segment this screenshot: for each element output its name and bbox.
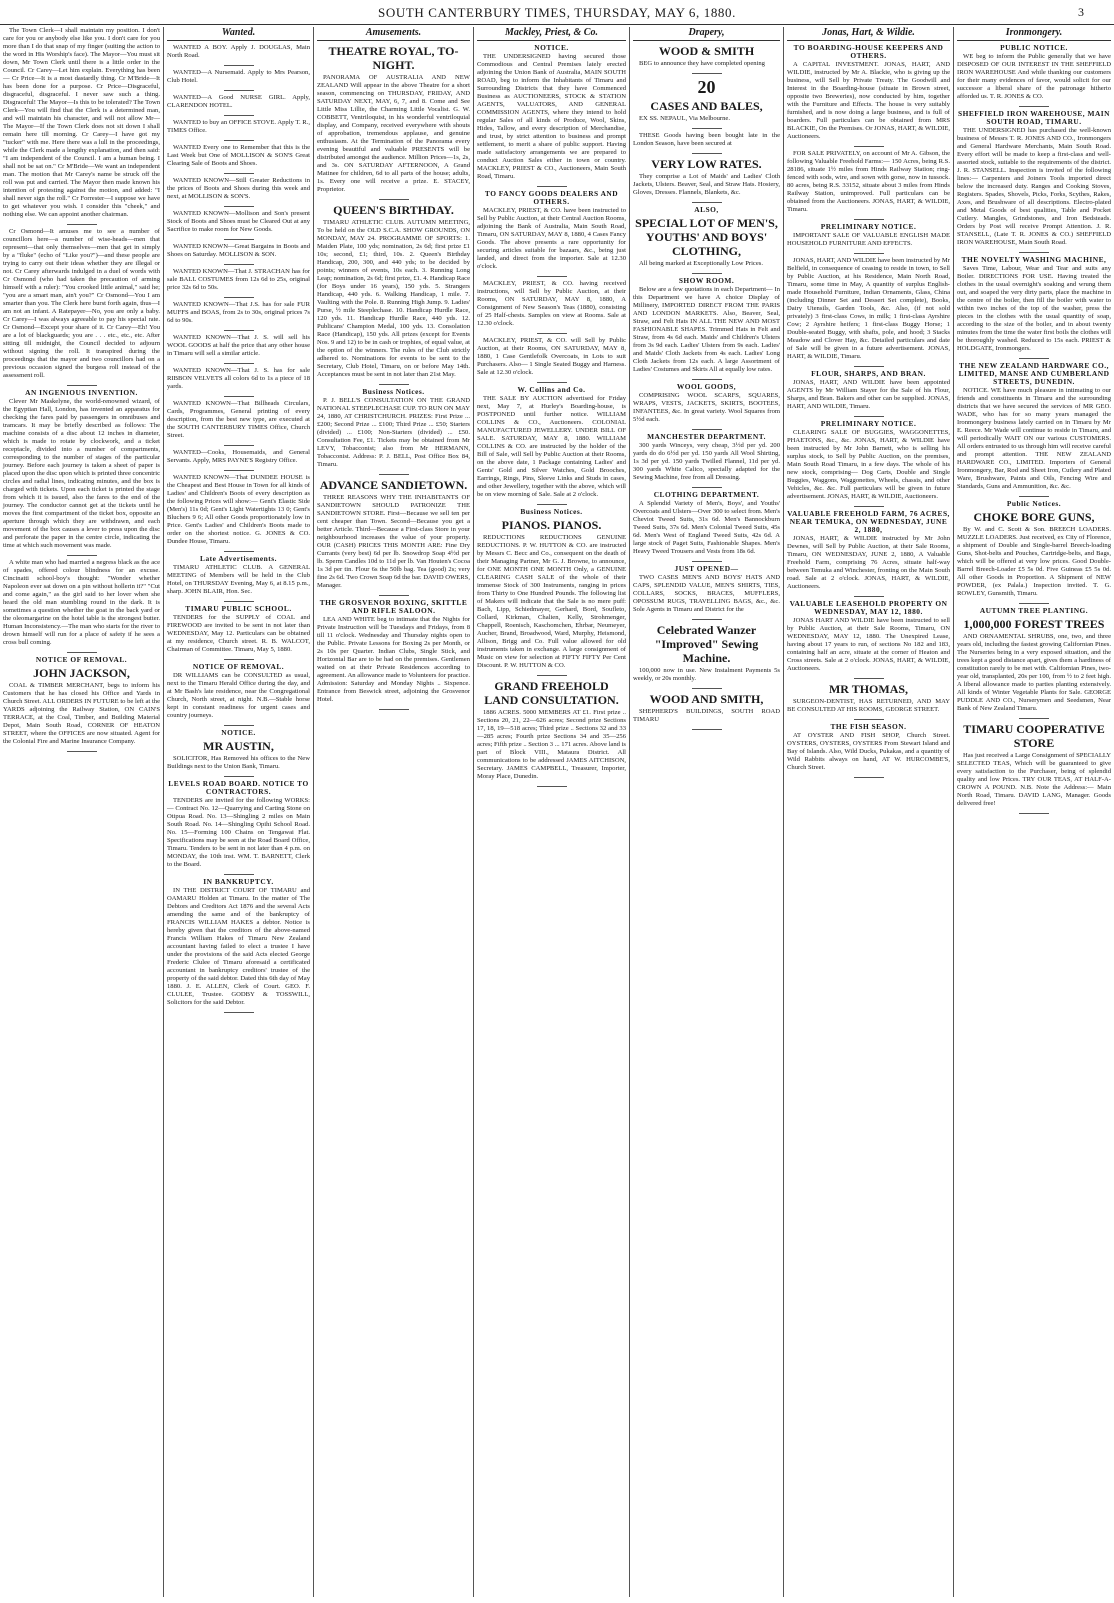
article-body: All being marked at Exceptionally Low Prices. [639,260,763,267]
article-body: MACKLEY, PRIEST, & CO. having received instructions, will Sell by Public Auction, at their Rooms, ON SATURDAY, MAY 8, 1880, A Consignment of New Season's Teas (1880), consisting of 25 Half-chests. Samples on view at Rooms. Sale at 12.30 o'clock. [477,280,626,327]
separator-rule [1019,603,1049,604]
article-heading: WOOL GOODS, [676,382,737,391]
article-block [633,77,780,123]
newspaper-title: SOUTH CANTERBURY TIMES, THURSDAY, MAY 6, 1880. [378,5,736,20]
article-heading: VALUABLE LEASEHOLD PROPERTY ON WEDNESDAY, MAY 12, 1880. [789,599,948,616]
display-headline: THEATRE ROYAL, TO-NIGHT. [328,44,459,72]
article-block [167,780,310,869]
separator-rule [224,173,254,174]
separator-rule [67,224,97,225]
separator-rule [224,1012,254,1013]
article-block [317,388,470,469]
article-block [633,433,780,482]
separator-rule [692,379,722,380]
separator-rule [692,128,722,129]
article-heading: THE FISH SEASON. [830,722,907,731]
separator-rule [537,276,567,277]
article-body: IN THE DISTRICT COURT OF TIMARU and OAMARU Holden at Timaru. In the matter of The Debtors and Creditors Act 1876 and the several Acts amending the same and of the bankruptcy of FRANCIS WILLIAM HAKES a debtor. Notice is hereby given that the creditors of the above-named Francis William Hakes of Timaru New Zealand accountant having failed to elect a trustee I have under the provisions of the said Acts elected George Frederic Clulee of Timaru aforesaid a certificated accountant in bankruptcy creditors' trustee of the property of the said debtor. Dated this 6th day of May 1880. J. E. ALLEN, Clerk of Court. GEO. F. CLULEE, Trustee. GODBY & TOSSWILL, Solicitors for the said Debtor. [167,887,310,1006]
article-body: SHEPHERD'S BUILDINGS, SOUTH ROAD TIMARU [633,708,780,723]
separator-rule [224,396,254,397]
article-block [633,157,780,197]
article-body: JONAS, HART, AND WILDIE have been appointed AGENTS by Mr William Stayer for the Sale of his Flour, Sharps, and Bran. Bakers and other can be supplied. JONAS, HART, AND WILDIE, Timaru. [787,379,950,410]
article-block [787,223,950,248]
article-heading: NOTICE OF REMOVAL. [192,662,285,671]
article-heading: THE NOVELTY WASHING MACHINE, [961,255,1107,264]
article-block [167,119,310,135]
article-body: JONAS, HART, AND WILDIE have been instructed by Mr Belfield, in consequence of ceasing to reside in town, to Sell by Public Auction, at his Residence, Main North Road, Timaru, some time in May, A quantity of surplus English-made Household Furniture, Indian Ornaments, Glass, China (including Dinner Set and Dessert Set complete), Books, Dairy Utensils, Garden Tools, &c. Also, (if not sold privately) 3 first-class Cows, in milk; 1 first-class Ayrshire Cow; 2 Ayrshire heifers; 1 first-class Buggy Horse; 1 Double-seated Buggy, with shafts, pole, and hood; 3 Stacks Meadow and Clover Hay, &c. Detailed particulars and date of Sale will be given in a future advertisement. JONAS, HART, & WILDIE, Timaru. [787,257,950,360]
article-body: WANTED—A Good NURSE GIRL. Apply, CLARENDON HOTEL. [167,94,310,109]
article-block [167,69,310,85]
article-body: WANTED KNOWN—Still Greater Reductions in the prices of Boots and Shoes during this week and next, at MOLLISON & SON'S. [167,177,310,200]
article-block [787,682,950,714]
article-block [633,277,780,374]
article-heading: SHOW ROOM. [678,276,735,285]
article-body: Clever Mr Maskelyne, the world-renowned wizard, of the Egyptian Hall, London, has invented an apparatus for checking the fares paid by passengers in omnibuses and tramcars. It may be briefly described as follows: The machine consists of a disc about 12 inches in diameter, which is made to rotate by clockwork, and a ticket receptacle, divided into a number of compartments, corresponding to the number of stages of the particular journey. Before each journey is taken a sheet of paper is placed upon the disc upon which is printed three concentric circles and radial lines, indicating minutes, and the box is charged with tickets. Upon each ticket is printed the stage from which it is issued, also the fares to the end of the journey. The conductor cannot get at the tickets until he moves the first compartment of the ticket box, opposite an aperture through which they are withdrawn, and each movement of the box causes a lever to press upon the disc and perforate the paper in the centre circle, indicating the time at which such movement was made. [3,398,160,549]
display-headline: CASES AND BALES, [650,99,763,113]
article-block [167,449,310,465]
column-5 [629,27,783,1597]
article-block [167,605,310,654]
separator-rule [692,153,722,154]
article-body: NOTICE. WE have much pleasure in intimating to our friends and constituents in Timaru and the surrounding districts that we have secured the services of MR GEO. WADE, who has for so many years managed the Ironmongery business lately carried on in Timaru by Mr E. Reece. Mr Wade will continue to reside in Timaru, and will periodically WAIT ON our various CUSTOMERS. All orders entrusted to us through him will receive careful and prompt attention. THE NEW ZEALAND HARDWARE CO., LIMITED. Importers of General Ironmongery, Bar, Rod and Sheet Iron, Cutlery and Plated Ware, Brushware, Paints and Oils, Fencing Wire and Standards, Guns and Ammunition, &c. &c. [957,387,1111,490]
article-block [633,623,780,683]
article-heading: NOTICE. [534,43,569,52]
newspaper-columns [0,27,1114,1597]
display-headline: MR AUSTIN, [203,739,274,753]
column-4 [473,27,629,1597]
column-heading: Wanted. [167,27,310,41]
article-body: FOR SALE PRIVATELY, on account of Mr A. Gibson, the following Valuable Freehold Farms:— 150 Acres, being R.S. 28186, situate 1½ miles from Hinds Railway Station; ring-fenced with sods, wire, and sown with gorse, now in tussock. 80 acres, being R.S. 33152, situate about 3 miles from Hinds Railway Station, unimproved. Full particulars can be obtained from the Auctioneers. JONAS, HART, & WILDIE, Timaru. [787,150,950,213]
article-block [167,663,310,720]
display-headline: QUEEN'S BIRTHDAY. [333,203,454,217]
column-heading: Jonas, Hart, & Wildie. [787,27,950,41]
article-body: WE beg to inform the Public generally that we have DISPOSED OF OUR INTEREST IN THE SHEFFIELD IRON WAREHOUSE And while thanking our customers for their many evidences of favor, would solicit for our successor a liberal share of the patronage hitherto afforded us. T. R. JONES & CO. [957,53,1111,100]
article-heading: THE GROSVENOR BOXING, SKITTLE AND RIFLE SALOON. [319,598,468,615]
article-block [633,565,780,614]
article-body: WANTED—A Nursemaid. Apply to Mrs Pearson, Club Hotel. [167,69,310,84]
separator-rule [224,551,254,552]
article-body: THESE Goods having been bought late in the London Season, have been secured at [633,132,780,147]
article-block [957,722,1111,808]
separator-rule [854,506,884,507]
article-heading: JUST OPENED— [674,564,739,573]
separator-rule [692,688,722,689]
display-headline: MR THOMAS, [828,682,909,696]
separator-rule [224,65,254,66]
separator-rule [537,504,567,505]
separator-rule [854,146,884,147]
separator-rule [379,474,409,475]
article-body: They comprise a Lot of Maids' and Ladies' Cloth Jackets, Ulsters. Beaver, Seal, and Straw Hats. Hosiery, Gloves, Dresses. Flannels, Blankets, &c. [633,173,780,196]
article-body: Saves Time, Labour, Wear and Tear and suits any Boiler. DIRECTIONS FOR USE. Having treated the clothes in the usual overnight's soaking and wrung them out, and soaped the very dirty parts, place the machine in the centre of the boiler, then fill the boiler with water to within two inches of the top of the washer, press the pieces in the clothes with the usual quantity of soap, according to the size of the boiler, and in about twenty minutes from the time the water first boils the clothes will be thoroughly washed. Reduced to 15s each. PRIEST & HOLDGATE, Ironmongers. [957,265,1111,352]
separator-rule [1019,252,1049,253]
article-body: AND ORNAMENTAL SHRUBS, one, two, and three years old, including the fastest growing Californian Pines. The Nurseries being in a very exposed situation, and the trees kept a good distance apart, gives them a hardiness of constitution rarely to be met with. Californian Pines, two-year old, transplanted, 20s per 100, from ½ to 2 feet high. A liberal allowance made to parties planting extensively. All kinds of Winter Vegetable Plants for Sale. GEORGE PUDDLE AND CO., Nurserymen and Seedsmen, Near Bank of New Zealand Timaru. [957,633,1111,712]
article-block [3,656,160,746]
column-6 [783,27,953,1597]
article-block [787,370,950,411]
separator-rule [224,363,254,364]
separator-rule [854,416,884,417]
article-body: 300 yards Winceys, very cheap, 3½d per yd. 200 yards do do 6½d per yd. 150 yards All Wool Shirting, 1s 3d per yd. 150 yards Twilled Flannel, 11d per yd. 300 yards White Calico, specially adapted for the Sewing Machine, free from all Dressing. [633,442,780,481]
article-block [787,510,950,591]
separator-rule [692,729,722,730]
article-body: WANTED KNOWN—That DUNDEE HOUSE is the Cheapest and Best House in Town for all kinds of Ladies' and Children's Boots of every description as the following Prices will show:— Gent's Elastic Side (Men's) 11s 0d; Gent's Light Watertights 13 0; Gent's Bluchers 9 6; All other Goods proportionately low in Price. Gent's Ladies' and Children's Boots made to order on the shortest notice. G. JONES & CO. Dundee House, Timaru. [167,474,310,545]
display-headline: 1,000,000 FOREST TREES [963,617,1105,631]
article-block [167,301,310,325]
separator-rule [224,206,254,207]
article-block [167,878,310,1007]
column-heading: Amusements. [317,27,470,41]
display-headline: JOHN JACKSON, [33,666,130,680]
separator-rule [224,601,254,602]
article-block [167,729,310,771]
article-body: COAL & TIMBER MERCHANT, begs to inform his Customers that he has closed his Office and Yards in Church Street. ALL ORDERS IN FUTURE to be left at the YARDS adjoining the Railway Station, ON CAIN'S TERRACE, at the Coal, Timber, and Building Material Depot, Main South Road, CORNER OF HEATON STREET, where the OFFICES are now situated. Agent for the Colonial Fire and Marine Insurance Company. [3,682,160,745]
separator-rule [1019,358,1049,359]
article-heading: ALSO, [694,205,719,214]
separator-rule [692,487,722,488]
article-body: Below are a few quotations in each Department— In this Department we have A choice Display of Millinery, IMPORTED DIRECT FROM THE PARIS AND LONDON MARKETS. Also, Beaver, Seal, Straw, and Felt Hats IN ALL THE NEW AND MOST FASHIONABLE SHAPES. Trimmed Hats in Felt and Straw, from 4s 6d each. Maids' and Children's Ulsters from 3s 9d each. Ladies' Ulsters from 9s each. Ladies' and Maids' Cloth Jackets from 4s each. Ladies' Long Cloth Jackets from 12s each. A large Assortment of Ladies' Costumes and Skirts All at equally low rates. [633,286,780,373]
article-block [3,559,160,647]
masthead [0,0,1114,25]
separator-rule [224,470,254,471]
column-heading: Mackley, Priest, & Co. [477,27,626,41]
separator-rule [1019,813,1049,814]
article-block [633,692,780,724]
article-body: WANTED A BOY. Apply J. DOUGLAS, Main North Road. [167,44,310,59]
article-block [3,228,160,380]
article-body: SURGEON-DENTIST, HAS RETURNED, AND MAY BE CONSULTED AT HIS ROOMS, GEORGE STREET. [787,698,950,713]
article-body: THREE REASONS WHY THE INHABITANTS OF SANDIETOWN SHOULD PATRONIZE THE SANDIETOWN STORE. First—Because we sell ten per cent cheaper than Town. Second—Because you get a better Article. Third—Because a First-class Store in your neighbourhood increases the value of your property. OUR (CASH) PRICES THIS MONTH ARE: Fine Dry Currants (very best) 6d per lb. Snowdrop Soap 4½d per lb. Sperm Candles 10d to 11d per lb. Van Houten's Cocoa 1s 3d per tin. Flour 6s the 50lb bag. Tea (good) 2s; very fine 2s 6d. Two Crown Soap 6d the bar. DAVID OWERS, Manager. [317,494,470,589]
article-block [317,599,470,704]
article-block [3,389,160,550]
article-body: WANTED Every one to Remember that this is the Last Week but One of MOLLISON & SON'S Great Clearing Sale of Boots and Shoes. [167,144,310,167]
article-block [957,362,1111,491]
article-body: COMPRISING WOOL SCARFS, SQUARES, WRAPS, VESTS, JACKETS, SKIRTS, BOOTEES, INFANTEES, &c. In great variety. Wool Squares from 5½d each. [633,392,780,423]
article-heading: W. Collins and Co. [517,385,586,394]
article-body: P. J. BELL'S CONSULTATION ON THE GRAND NATIONAL STEEPLECHASE CUP. TO RUN ON MAY 24, 1880, AT CHRISTCHURCH. PRIZES: First Prize ... £200; Second Prize ... £100; Third Prize ... £50; Starters (divided) ... £100; Non-Starters (divided) ... £50. Consultation Fee, £1. Tickets may be obtained from Mr LEVY, Tobacconist; also from Mr HERMANN, Tobacconist. Address: P. J. BELL, Post Office Box 84, Timaru. [317,397,470,468]
display-headline: WOOD AND SMITH, [649,692,764,706]
article-block [957,500,1111,598]
article-block [957,256,1111,353]
article-body: A CAPITAL INVESTMENT. JONAS, HART, AND WILDIE, instructed by Mr A. Blackie, who is giving up the business, will Sell by Private Treaty. The Goodwill and Interest in the Boarding-house (situate in Brown street, opposite two Breweries), now conducted by him, together with the Furniture and Effects. The house is very suitably furnished, and is now doing a large business, and is full of boarders. Full particulars can be obtained from MRS BLACKIE, On the Premises. Or JONAS, HART, & WILDIE, Auctioneers. [787,61,950,140]
article-body: AT OYSTER AND FISH SHOP, Church Street. OYSTERS, OYSTERS, OYSTERS From Stewart Island and Bay of Islands. Also, Wild Ducks, Pukakas, and a quantity of Wild Rabbits always on hand, AT W. HURCOMBE'S, Church Street. [787,732,950,771]
article-body: TENDERS are invited for the following WORKS:— Contract No. 12—Quarrying and Carting Stone on Otipua Road. No. 13—Shingling 2 miles on Main South Road. No. 14—Shingling Opihi School Road. No. 15—Forming 100 Chains on Tengawai Flat. Specifications may be seen at the Road Board Office, Timaru. Tenders to be sent in not later than 4 p.m. on MONDAY, the 10th inst. WM. T. BARNETT, Clerk to the Board. [167,797,310,868]
article-body: PANORAMA OF AUSTRALIA AND NEW ZEALAND Will appear in the above Theatre for a short season, commencing on THURSDAY, FRIDAY, AND SATURDAY NEXT, MAY, 6, 7, and 8. Come and See Little Miss Lillie, the Charming Little Vocalist. G. W. COBBETT, Ventriloquist, in his wonderful ventriloquial display, and Company, received everywhere with shouts of approbation, tremendous applause, and genuine enthusiasm. At the Termination of the Panorama every evening beautiful and valuable PRESENTS will be distributed amongst the audience. Million Prices—1s, 2s, and 3s. ON SATURDAY AFTERNOON, A Grand Matinee for children, 6d to all parts of the house; adults, 1s. Every one will receive a prize. E. STACEY, Proprietor. [317,74,470,193]
article-block [167,94,310,110]
article-block [477,337,626,377]
display-headline: WOOD & SMITH [658,44,755,58]
article-heading: MANCHESTER DEPARTMENT. [647,432,766,441]
article-body: SOLICITOR, Has Removed his offices to the New Buildings next to the Union Bank, Timaru. [167,755,310,770]
article-block [3,27,160,219]
separator-rule [692,619,722,620]
column-2 [163,27,313,1597]
article-heading: PRELIMINARY NOTICE. [820,222,917,231]
separator-rule [537,382,567,383]
display-headline: SPECIAL LOT OF MEN'S, YOUTHS' AND BOYS' CLOTHING, [635,216,778,258]
article-block [167,177,310,201]
article-body: MACKLEY, PRIEST, & CO. will Sell by Public Auction, at their Rooms, ON SATURDAY, MAY 8, 1880, 1 Case Gentlefolk Overcoats, in Lots to suit Purchasers. Also— 1 Single Seated Buggy and Harness. Sale at 12.30 o'clock. [477,337,626,376]
article-body: WANTED KNOWN—That J.S. has for sale FUR MUFFS and BOAS, from 2s to 30s, original prices 7s 6d to 90s. [167,301,310,324]
article-body: The Town Clerk—I shall maintain my position. I don't care for you or anybody else like you. I don't care for you more than I do that snap of my finger (suiting the action to the word in His Worship's face). The Mayor—You must sit down, Mr Town Clerk until there is a little order in the Council. Cr Carey—Let him explain. Everything has been— Cr Price—It is a most dastardly thing. Cr M'Bride—It has been done for a purpose. Cr Price—Disgraceful, disgraceful, disgraceful. I never saw such a thing. Disgraceful! The Mayor—Is this to be tolerated? The Town Clerk—You will find that the Clerk is a determined man, and will maintain his character, and will not allow Mr— The Mayor—If the Town Clerk does not sit down I shall remain here till morning. Cr Carey—I have got my "tucker" with me. Here there was a lull in the proceedings, while the Clerk made a lengthy explanation, and then said: "I am independent of the Council. I am a human being. I shall not be sat on." Cr M'Bride—We want an independent man. The motion that Mr Carey's name be struck off the roll was put and carried. The Mayor then made known his intention of protesting against the motion, and added: "I shall never sign the roll." Cr Forrester—I suppose we have to get whatever you wish. I consider this "cheek," and nothing else. We can appoint another chairman. [3,27,161,218]
article-heading: TO BOARDING-HOUSE KEEPERS AND OTHERS. [793,43,944,60]
separator-rule [379,384,409,385]
article-block [787,600,950,673]
separator-rule [224,115,254,116]
separator-rule [67,555,97,556]
article-block [477,508,626,670]
article-body: WANTED KNOWN—That J. S. has for sale RIBBON VELVETS all colors 6d to 1s a piece of 18 yards. [167,367,310,390]
article-block [317,478,470,590]
separator-rule [379,199,409,200]
article-heading: AN INGENIOUS INVENTION. [25,388,138,397]
article-body: TENDERS for the SUPPLY of COAL and FIREWOOD are invited to be sent in not later than WEDNESDAY, May 12. Particulars can be obtained at my residence, Church street. R. B. WALCOT, Chairman of Committee. Timaru, May 5, 1880. [167,614,310,653]
display-headline: VERY LOW RATES. [651,157,762,171]
article-body: REDUCTIONS REDUCTIONS GENUINE REDUCTIONS. P. W. HUTTON & CO. are instructed by Messrs C. Becc and Co., consequent on the death of their Managing Partner, Mr G. J. Browne, to announce, for ONE MONTH ONE MONTH Only, a GENUINE CLEARING CASH SALE of the whole of their immense Stock of 300 Instruments, ranging in prices from Thirty to One Hundred Pounds. The following list of Makers will indicate that the Sale is no mere puff: Bach, Lipp, Schiedmayer, Gerhard, Bord, Soufleto, Collard, Kirkman, Chalien, Kelly, Strohmenger, Chappell, Roenisch, Kaschomchen, Ehrbar, Neumeyer, Aucher, Brand, Broadwood, Ward, Murphy, Heismond, Allison, Brigg and Co. Full value allowed for old instruments taken in exchange. A large consignment of Music on view for selection at FIFTY FIFTY Per Cent Discount. P. W. HUTTON & CO. [477,534,626,669]
article-body: THE UNDERSIGNED having secured those Commodious and Central Premises lately erected adjoining the Union Bank of Australia, MAIN SOUTH ROAD, beg to inform the Inhabitants of Timaru and Surrounding Districts that they have Commenced Business as AUCTIONEERS, STOCK & STATION AGENTS, VALUATORS, AND GENERAL COMMISSION AGENTS, where they intend to hold regular Sales of all kinds of Produce, Wool, Skins, Hides, Tallow, and every description of Merchandise, and trust, by strict attention to business and prompt settlement, to merit a share of public support. Having made satisfactory arrangements we are prepared to conduct Auction Sales either in town or country. MACKLEY, PRIEST & CO., Auctioneers, Main South Road, Timaru. [477,53,626,180]
article-heading: AUTUMN TREE PLANTING. [979,606,1089,615]
article-body: WANTED KNOWN—Great Bargains in Boots and Shoes on Saturday. MOLLISON & SON. [167,243,310,258]
article-block [167,555,310,596]
article-body: THE UNDERSIGNED has purchased the well-known business of Messrs T. R. JONES AND CO., Ironmongers and General Hardware Merchants, Main South Road. Every effort will be made to keep a first-class and well-assorted stock, suitable to the requirements of the district. J. R. STANSELL. Inspection is invited of the following lines:— Carpenters and Joiners Tools imported direct below the increased duty. Ranges and Cooking Stoves, Registers. Spades, Shovels, Picks, Forks, Scythes, Rakes, Axes, and Brushware of all descriptions. Electro-plated and Metal Goods of best qualities, Table and Pocket Cutlery. Mangles, Grindstones, and Iron Bedsteads. Orders by Post will receive Prompt Attention. J. R. STANSELL, (Late T. R. JONES & CO.) SHEFFIELD IRON WAREHOUSE, Main South Road. [957,127,1111,246]
display-headline: Celebrated Wanzer "Improved" Sewing Machine. [654,623,759,665]
article-body: WANTED KNOWN—That Billheads Circulars, Cards, Programmes, General printing of every description, from the best new type, are executed at the SOUTH CANTERBURY TIMES Office, Church Street. [167,400,310,439]
display-number: 20 [697,77,716,97]
separator-rule [692,202,722,203]
article-body: TWO CASES MEN'S AND BOYS' HATS AND CAPS, SPLENDID VALUE, MEN'S SHIRTS, TIES, COLLARS, SOCKS, BRACES, MUFFLERS, OPOSSUM RUGS, TRAVELLING BAGS, &c., &c. Sole Agents in Timaru and District for the [633,574,780,613]
article-block [167,400,310,440]
separator-rule [224,297,254,298]
column-1 [0,27,163,1597]
article-body: IMPORTANT SALE OF VALUABLE ENGLISH MADE HOUSEHOLD FURNITURE AND EFFECTS. [787,232,950,247]
article-body: WANTED KNOWN—That J. STRACHAN has for sale BALL COSTUMES from 12s 6d to 25s, original price 32s 6d to 50s. [167,268,310,291]
article-block [633,206,780,268]
article-block [957,607,1111,713]
article-block [167,243,310,259]
article-block [317,44,470,194]
article-heading: TO FANCY GOODS DEALERS AND OTHERS. [484,189,619,206]
article-body: CLEARING SALE OF BUGGIES, WAGGONETTES, PHAETONS, &c., &c. JONAS, HART, & WILDIE have been instructed by Mr John Barnett, who is selling his surplus stock, to Sell by Public Auction, on the premises, Main South Road Timaru, in a few days. The whole of his new stock, comprising— Dog Carts, Double and Single Buggies, Waggons, Waggonettes, Wheels, chassis, and other Vehicles, &c. &c. Full particulars will be given in future advertisement. JONAS, HART, & WILDIE, Auctioneers. [787,429,950,500]
display-headline: TIMARU COOPERATIVE STORE [963,722,1105,750]
separator-rule [224,264,254,265]
display-headline: CHOKE BORE GUNS, [973,510,1095,524]
separator-rule [537,186,567,187]
article-block [787,723,950,772]
separator-rule [692,429,722,430]
separator-rule [537,675,567,676]
separator-rule [224,776,254,777]
separator-rule [537,786,567,787]
display-headline: ADVANCE SANDIETOWN. [319,478,468,492]
article-heading: CLOTHING DEPARTMENT. [653,490,760,499]
article-body: 1886 ACRES. 5000 MEMBERS AT £1. First prize .. Sections 20, 21, 22—626 acres; Second prize Sections 17, 18, 19—518 acres; Third prize .. Sections 32 and 33—285 acres; Fourth prize Sections 34 and 35—256 acres; Fifth prize .. Section 3 ... 171 acres. Above land is part of Block VIII., Mataura District. All communications to be addressed JAMES AITCHISON, Secretary. JAMES CAMPBELL, Treasurer, Importer, Moray Place, Dunedin. [477,709,626,780]
article-heading: PUBLIC NOTICE. [1000,43,1068,52]
article-heading: TIMARU PUBLIC SCHOOL. [185,604,292,613]
article-block [787,257,950,361]
article-body: LEA AND WHITE beg to intimate that the Nights for Private Instruction will be Tuesdays and Fridays, from 8 till 11 o'clock. Wednesday and Thursday nights open to the Public. Private Lessons for Boxing 2s per Month, or 2s 10s per Quarter. Indian Clubs, Single Stick, and Horizontal Bar are to be had on the premises. Gentlemen waited on at their Private Residences according to agreement. An allowance made to Volunteers for practice. Admission: Saturday and Monday Nights .. Sixpence. Entrance from Beswick street, adjoining the Grosvenor Hotel. [317,616,470,703]
article-block [167,367,310,391]
article-block [477,190,626,271]
article-block [787,150,950,214]
article-body: MACKLEY, PRIEST, & CO. have been instructed to Sell by Public Auction, at their Central Auction Rooms, adjoining the Bank of Australia, Main South Road, Timaru, ON SATURDAY, MAY 8, 1880, 4 Cases Fancy Goods. The above presents a rare opportunity for securing articles suitable for bazaars, &c., being just landed, and direct from the importer. Sale at 12.30 o'clock. [477,207,626,270]
article-block [167,474,310,546]
article-body: BEG to announce they have completed opening [639,60,765,67]
separator-rule [692,561,722,562]
separator-rule [224,140,254,141]
article-block [633,491,780,556]
article-body: WANTED KNOWN—Mollison and Son's present Stock of Boots and Shoes must be Cleared Out at any Sacrifice to make room for New Goods. [167,210,310,233]
column-heading: Drapery, [633,27,780,41]
article-body: A Splendid Variety of Men's, Boys', and Youths' Overcoats and Ulsters—Over 300 to select from. Men's Cheviot Tweed Suits, 31s 6d. Men's Bannockburn Tweed Suits, 37s 6d. Men's Colonial Tweed Suits, 45s 6d. Men's West of England Tweed Suits, 42s 6d. A large stock of Paget Suits, Fashionable Shapes. Men's Heavy Tweed Trousers and Vests from 18s 6d. [633,500,780,555]
article-block [787,420,950,501]
separator-rule [1019,718,1049,719]
separator-rule [67,652,97,653]
article-block [787,44,950,141]
article-heading: VALUABLE FREEHOLD FARM, 76 ACRES, NEAR TEMUKA, ON WEDNESDAY, JUNE 2, 1880, [787,509,950,534]
article-block [633,44,780,68]
article-heading: Public Notices. [1006,499,1062,508]
article-body: DR WILLIAMS can be CONSULTED as usual, next to the Timaru Herald Office during the day, and at Mr Bash's late residence, near the Congregational Church, North street, at night. N.B.—Stable horse kept in constant readiness for urgent cases and country journeys. [167,672,310,719]
separator-rule [379,595,409,596]
article-block [167,334,310,358]
separator-rule [854,777,884,778]
article-body: 100,000 now in use. New Instalment Payments 5s weekly, or 20s monthly. [633,667,780,682]
article-block [167,268,310,292]
article-block [957,44,1111,101]
display-headline: GRAND FREEHOLD LAND CONSULTATION. [484,679,619,707]
article-body: THE SALE BY AUCTION advertised for Friday next, May 7, at Hurley's Boarding-house, is POSTPONED until further notice. WILLIAM COLLINS & CO., Auctioneers. COLONIAL MANUFACTURED JEWELLERY. UNDER BILL OF SALE. SATURDAY, MAY 8, 1880. WILLIAM COLLINS & CO. are instructed by the holder of the Bill of Sale, will Sell by Public Auction at their Rooms, on the above date, 1 Package containing Ladies' and Gents' Gold and Silver Watches, Gold Brooches, Earrings, Rings, Pins, Sleeve Links and Studs in cases, and other Jewellery, together with the above, which will be on view morning of Sale. Sale at 2 o'clock. [477,395,626,498]
column-heading: Ironmongery. [957,27,1111,41]
article-block [477,280,626,328]
article-body: WANTED—Cooks, Housemaids, and General Servants. Apply, MRS PAYNE'S Registry Office. [167,449,310,464]
article-body: TIMARU ATHLETIC CLUB. AUTUMN MEETING, To be held on the OLD S.C.A. SHOW GROUNDS, ON MONDAY, MAY 24. PROGRAMME OF SPORTS: 1. Maiden Plate, 100 yds; nomination, 2s 6d; first prize £1 10s; second, £1; third, 10s. 2. Queen's Birthday Handicap, 200, 300, and 440 yds; to be decided by points; winners of events, 10s each. 3. Running Long Leap; nomination, 2s 6d; first prize, £1. 4. Handicap Race (for Boys under 16 years), 150 yds. 5. Strangers Handicap, 440 yds. 6. Walking Handicap, 1 mile. 7. Vaulting with the Pole. 8. Running High Jump. 9. Ladies' Purse, ½ mile Steeplechase. 10. Handicap Hurdle Race, 120 yds. 11. Handicap Hurdle Race, 440 yds. 12. Publicans' Champion Medal, 100 yds. 13. Consolation Race (Handicap), 150 yds. All prizes (except for Events Nos. 9 and 12) to be in cash or trophies, of equal value, at the option of the winners. The rules of the Club strictly adhered to. Nominations for events to be sent to the Secretary, Club Hotel, Timaru, on or before May 14th. Acceptances must be sent in not later than 21st May. [317,219,470,378]
article-block [167,144,310,168]
separator-rule [224,239,254,240]
article-body: JONAS, HART, & WILDIE instructed by Mr John Dewnes, will Sell by Public Auction, at their Sale Rooms, Timaru, ON WEDNESDAY, JUNE 2, 1880, A Valuable Freehold Farm, comprising 76 Acres, situate half-way between Temuka and Winchester, fronting on the Main South road. Sale at 2 o'clock. JONAS, HART, & WILDIE, Auctioneers. [787,535,950,590]
separator-rule [224,90,254,91]
display-headline: PIANOS. PIANOS. [501,518,602,532]
article-block [477,386,626,499]
separator-rule [224,725,254,726]
article-block [167,210,310,234]
article-block [167,44,310,60]
page-number: 3 [1078,5,1084,19]
separator-rule [854,366,884,367]
article-heading: NOTICE OF REMOVAL. [35,655,128,664]
article-heading: Business Notices. [362,387,425,396]
article-block [633,132,780,148]
separator-rule [1019,496,1049,497]
separator-rule [854,678,884,679]
article-body: WANTED to buy an OFFICE STOVE. Apply T. R., TIMES Office. [167,119,310,134]
article-heading: PRELIMINARY NOTICE. [820,419,917,428]
article-heading: LEVELS ROAD BOARD. NOTICE TO CONTRACTORS. [168,779,309,796]
separator-rule [854,219,884,220]
article-body: WANTED KNOWN—That J. S. will sell his WOOL GOODS at half the price that any other house in Timaru will sell a similar article. [167,334,310,357]
separator-rule [854,596,884,597]
separator-rule [692,73,722,74]
separator-rule [537,333,567,334]
separator-rule [224,874,254,875]
article-body: TIMARU ATHLETIC CLUB. A GENERAL MEETING of Members will be held in the Club Hotel, on THURSDAY Evening, May 6, at 8.15 p.m., sharp. JOHN BLAIR, Hon. Sec. [167,564,310,595]
article-body: A white man who had married a negress black as the ace of spades, offered colour blindness for an excuse. Cincinatti school-boy's thought: "Wonder whether Napoleon ever sat down on a pin without hollerin it?" "Cut and come again," as the girl said to her lover when she heard the old man stumbling round in the dark. It is sometimes a question whether the goat in the back yard or the oleomargarine on the hotel table is the strongest butter. Human Inconsistency.—The man who starts for the river to drown himself will run for a place of safety if he sees a cross bull coming. [3,559,160,646]
column-3 [313,27,473,1597]
article-body: Has just received a Large Consignment of SPECIALLY SELECTED TEAS, Which will be guaranteed to give every satisfaction to the Purchaser, being of splendid quality and low Prices. TRY OUR TEAS, AT HALF-A-CROWN A POUND. N.B. Note the Address:— Main North Road, Timaru. DAVID LANG, Manager. Goods delivered free! [957,752,1111,807]
article-heading: THE NEW ZEALAND HARDWARE CO., LIMITED, MANSE AND CUMBERLAND STREETS, DUNEDIN. [958,361,1110,386]
separator-rule [854,719,884,720]
article-heading: IN BANKRUPTCY. [203,877,274,886]
article-block [633,383,780,424]
article-body: By W. and C. Scott & Son. BREECH LOADERS. MUZZLE LOADERS. Just received, ex City of Florence, a shipment of Double and Single-barrel Breech-loading Guns, Shot-belts and Pouches, Cartridge-belts, and Bags, which will be offered at very low prices. Good Double-Barrel Breech-Loader £5 5s 0d. Five Guineas £5 5s 0d. All other Goods in Proportion. A Shipment of NEW POWDER, (ex Palala.) Inspection invited. T. G. ROWLEY, Gunsmith, Timaru. [957,526,1111,597]
article-heading: SHEFFIELD IRON WAREHOUSE, MAIN SOUTH ROAD, TIMARU. [957,109,1111,126]
separator-rule [692,273,722,274]
separator-rule [224,445,254,446]
separator-rule [67,751,97,752]
article-block [957,110,1111,247]
article-heading: Business Notices. [520,507,583,516]
separator-rule [379,709,409,710]
article-block [477,679,626,781]
article-block [477,44,626,181]
article-body: EX SS. NEPAUL, Via Melbourne. [639,115,731,122]
article-body: JONAS HART AND WILDIE have been instructed to sell by Public Auction, at their Sale Rooms, Timaru, ON WEDNESDAY, MAY 12, 1880. The Unexpired Lease, having about 17 years to run, of sections No 182 and 183, containing half an acre, situate at the corner of Heaton and Cross streets. Sale at 2 o'clock. JONAS, HART, & WILDIE, Auctioneers. [787,617,950,672]
separator-rule [1019,106,1049,107]
article-body: Cr Osmond—It amuses me to see a number of councillors here—a number of wise-heads—men that represent—that only themselves—men that get in simply by a "fluke" (echo of "Like you?")—and these people are trying to carry out their ideas whether they are illegal or not. Cr Carey afterwards indulged in a duel of words with Cr Osmond (who had taken the precaution of arming himself with a ruler): "You crooked little animal," said he; "you are a smart man, ain't you?" Cr Osmond—You I am smarter than you. The Clerk here burst forth again, thus—I am not an infant. A Ratepayer—No, you are only a baby. Cr Carey—I was always agreeable to pay his special rate. Cr Osmond—Except your share of it. Cr Carey—Eh! You are a lot of blackguards; you are . . . etc., etc., etc. After sitting till midnight, the Council decided to adjourn without signing the roll. It transpired during the proceedings that the mayor and two councillors had on a previous occasion signed the burgess roll instead of the assessment roll. [3,228,160,379]
article-heading: Late Advertisements. [200,554,277,563]
separator-rule [224,330,254,331]
column-7 [953,27,1114,1597]
article-heading: NOTICE. [221,728,256,737]
article-heading: FLOUR, SHARPS, AND BRAN. [811,369,926,378]
article-block [317,203,470,379]
separator-rule [67,385,97,386]
separator-rule [854,253,884,254]
separator-rule [224,659,254,660]
